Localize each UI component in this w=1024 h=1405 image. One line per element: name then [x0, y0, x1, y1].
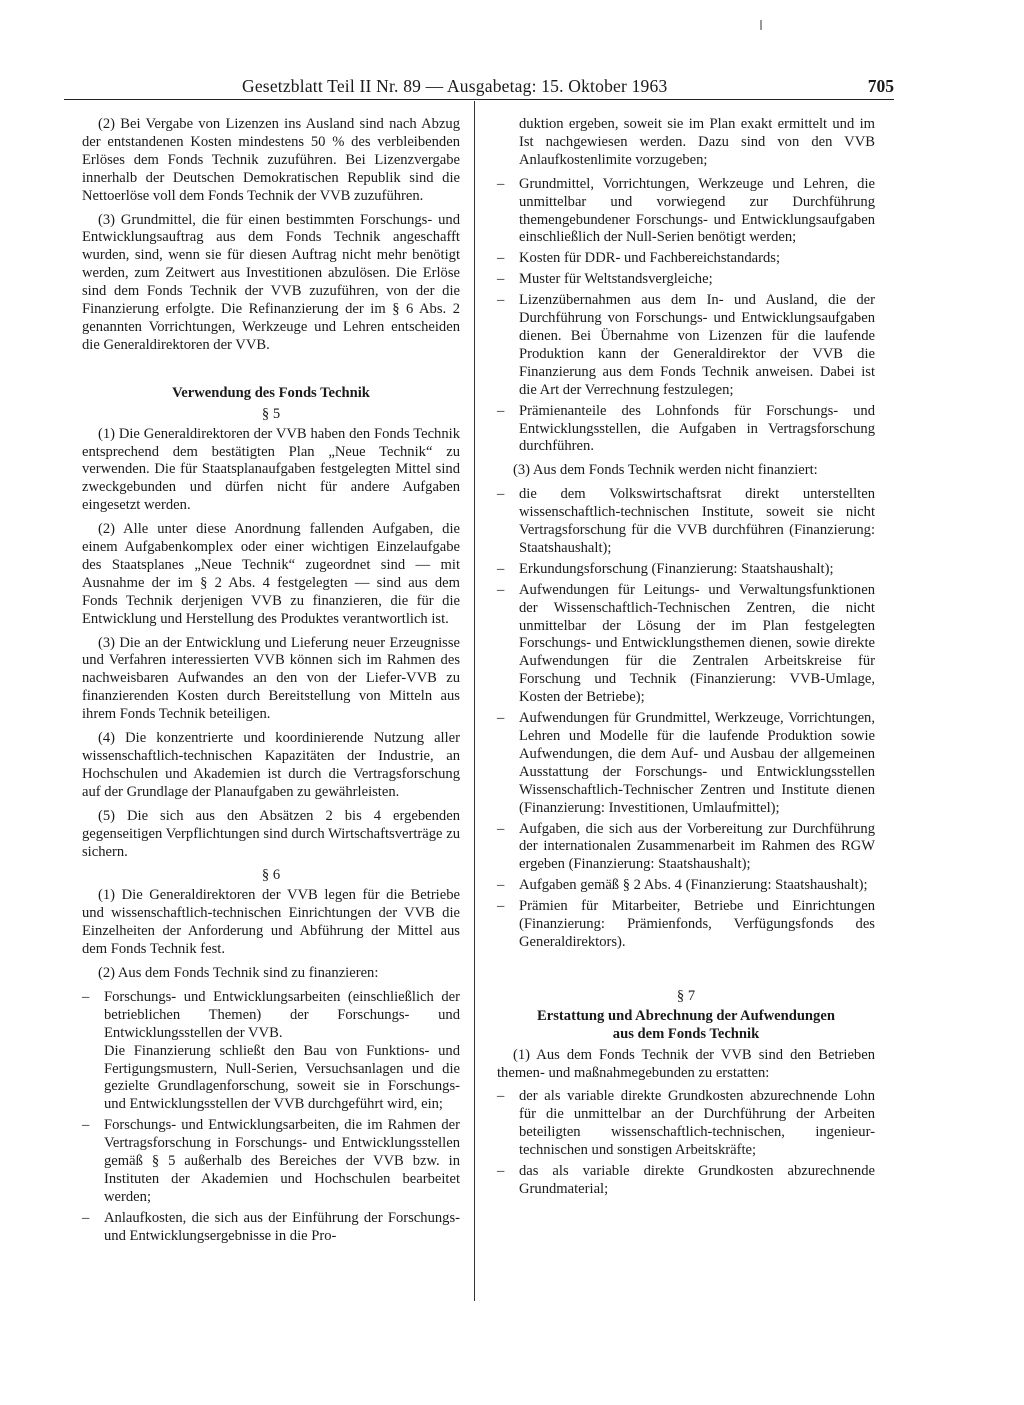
column-divider — [474, 101, 475, 1301]
list-item: – Muster für Weltstandsvergleiche; — [497, 271, 875, 289]
list-item: – Anlaufkosten, die sich aus der Einführung der Forschungs- und Entwicklungsergebnisse in die Pro- — [82, 1210, 460, 1246]
list-item: – der als variable direkte Grundkosten abzurechnende Lohn für die unmittelbar an der Durchführung der Arbeiten beteiligten wissenschaftlich-technischen, ingenieur-technischen und sonstigen Arbeitskräfte; — [497, 1088, 875, 1160]
s6-paragraph-1: (1) Die Generaldirektoren der VVB legen für die Betriebe und wissenschaftlich-technischen Einrichtungen der VVB die Einzelheiten der Anforderung und Abführung der Mittel aus dem Fonds Technik fest. — [82, 887, 460, 958]
list-item: – Grundmittel, Vorrichtungen, Werkzeuge und Lehren, die unmittelbar und vorwiegend zur Durchführung themengebundener Forschungs- und Entwicklungsaufgaben einschließlich der Null-Serien benötigt werden; — [497, 176, 875, 248]
list-item: – Kosten für DDR- und Fachbereichstandards; — [497, 250, 875, 268]
list-item: – Aufgaben gemäß § 2 Abs. 4 (Finanzierung: Staatshaushalt); — [497, 877, 875, 895]
header-rule — [64, 99, 894, 100]
list-item: – Aufwendungen für Grundmittel, Werkzeuge, Vorrichtungen, Lehren und Modelle für die laufende Produktion sowie Aufwendungen, die dem Auf- und Ausbau der allgemeinen Ausstattung der Forschungs- und Entwicklungsstellen Wissenschaftlich-Technischer Zentren und Institute dienen (Finanzierung: Investitionen, Umlaufmittel); — [497, 710, 875, 817]
s6-financing-list — [82, 989, 460, 1246]
section-number-7: § 7 — [676, 987, 696, 1004]
reimbursement-list — [497, 1088, 875, 1198]
s5-paragraph-2: (2) Alle unter diese Anordnung fallenden Aufgaben, die einem Aufgabenkomplex oder einer wichtigen Einzelaufgabe des Staatsplanes „Neue Technik“ zugeordnet sind — mit Ausnahme der im § 2 Abs. 4 festgelegten — sind aus dem Fonds Technik derjenigen VVB zu finanzieren, die für die Entwicklung und Herstellung des Produktes verantwortlich ist. — [82, 521, 460, 627]
s7-paragraph-1: (1) Aus dem Fonds Technik der VVB sind den Betrieben themen- und maßnahmegebunden zu erstatten: — [497, 1046, 875, 1081]
list-item: – Prämien für Mitarbeiter, Betriebe und Einrichtungen (Finanzierung: Prämienfonds, Verfügungsfonds des Generaldirektors). — [497, 898, 875, 952]
paragraph-lizenzen: (2) Bei Vergabe von Lizenzen ins Ausland sind nach Abzug der entstandenen Kosten mindestens 50 % des verbleibenden Erlöses dem Fonds Technik zuzuführen. Bei Lizenzvergabe innerhalb der Deutschen Demokratischen Republik sind die Nettoerlöse voll dem Fonds Technik der VVB zuzuführen. — [82, 116, 460, 204]
list-item: – Erkundungsforschung (Finanzierung: Staatshaushalt); — [497, 561, 875, 579]
s5-paragraph-5: (5) Die sich aus den Absätzen 2 bis 4 ergebenden gegenseitigen Verpflichtungen sind durch Wirtschaftsverträge zu sichern. — [82, 807, 460, 860]
paragraph-grundmittel: (3) Grundmittel, die für einen bestimmten Forschungs- und Entwicklungsauftrag aus dem Fonds Technik angeschafft wurden, sind, wenn sie für diesen Auftrag nicht mehr benötigt werden, zum Zeitwert aus Investitionen abzulösen. Die Erlöse sind dem Fonds Technik der VVB zuzuführen, von der die Finanzierung erfolgte. Die Refinanzierung der im § 6 Abs. 2 genannten Vorrichtungen, Werkzeuge und Lehren entscheiden die Generaldirektoren der VVB. — [82, 211, 460, 353]
left-column — [82, 116, 460, 1252]
section-number-5: § 5 — [261, 405, 281, 422]
not-financed-list — [497, 486, 875, 952]
list-item: – Lizenzübernahmen aus dem In- und Ausland, die der Durchführung von Forschungs- und Entwicklungsaufgaben dienen. Bei Übernahme von Lizenzen für die laufende Produktion kann der Generaldirektor der VVB die Finanzierung aus dem Fonds Technik anweisen. Dabei ist die Art der Verrechnung festzulegen; — [497, 292, 875, 399]
list-item — [82, 989, 460, 1114]
list-item-continuation: Die Finanzierung schließt den Bau von Funktions- und Fertigungsmustern, Null-Serien, Versuchsanlagen und die gezielte Grundlagenforschung, soweit sie in Forschungs- und Entwicklungsstellen der VVB durchgeführt wird, ein; — [104, 1042, 460, 1113]
paragraph-3-intro: (3) Aus dem Fonds Technik werden nicht finanziert: — [513, 462, 818, 479]
s5-paragraph-4: (4) Die konzentrierte und koordinierende Nutzung aller wissenschaftlich-technischen Kapazitäten der Industrie, an Hochschulen und Akademien ist durch die Vertragsforschung auf der Grundlage der Planaufgaben zu gewährleisten. — [82, 730, 460, 800]
list-item: – Prämienanteile des Lohnfonds für Forschungs- und Entwicklungsstellen, die Aufgaben in Vertragsforschung durchführen. — [497, 403, 875, 457]
page-header — [64, 76, 894, 98]
section-heading-erstattung-line-1: Erstattung und Abrechnung der Aufwendungen — [537, 1007, 835, 1024]
page-number: 705 — [867, 76, 894, 96]
continuation-text: duktion ergeben, soweit sie im Plan exakt ermittelt und im Ist nachgewiesen werden. Dazu sind von den VVB Anlaufkostenlimite vorzugeben; — [519, 116, 875, 168]
list-item: – die dem Volkswirtschaftsrat direkt unterstellten wissenschaftlich-technischen Institute, soweit sie nicht Vertragsforschung für die VVB durchführen (Finanzierung: Staatshaushalt); — [497, 486, 875, 558]
section-heading-verwendung: Verwendung des Fonds Technik — [172, 384, 370, 401]
section-number-6: § 6 — [261, 867, 281, 884]
list-item: – Forschungs- und Entwicklungsarbeiten, die im Rahmen der Vertragsforschung in Forschungs- und Entwicklungsstellen gemäß § 5 außerhalb des Bereiches der VVB bzw. in Instituten der Akademien und Hochschulen bearbeitet werden; — [82, 1117, 460, 1207]
scan-speck — [760, 20, 762, 30]
section-heading-erstattung-line-2: aus dem Fonds Technik — [612, 1025, 760, 1042]
s5-paragraph-3: (3) Die an der Entwicklung und Lieferung neuer Erzeugnisse und Verfahren interessierten VVB können sich im Rahmen des nachweisbaren Aufwandes an den von der Liefer-VVB zu finanzierenden Kosten durch Bereitstellung von Mitteln aus ihrem Fonds Technik beteiligen. — [82, 634, 460, 723]
list-item: – das als variable direkte Grundkosten abzurechnende Grundmaterial; — [497, 1163, 875, 1199]
list-item-text: Forschungs- und Entwicklungsarbeiten (einschließlich der betrieblichen Themen) der Forschungs- und Entwicklungsstellen der VVB. — [104, 988, 460, 1041]
running-head: Gesetzblatt Teil II Nr. 89 — Ausgabetag: 15. Oktober 1963 — [242, 76, 668, 96]
s6-paragraph-2-intro: (2) Aus dem Fonds Technik sind zu finanzieren: — [98, 964, 379, 981]
financing-list-continued — [497, 176, 875, 457]
list-item: – Aufgaben, die sich aus der Vorbereitung zur Durchführung der internationalen Zusammenarbeit im Rahmen des RGW ergeben (Finanzierung: Staatshaushalt); — [497, 821, 875, 875]
list-item: – Aufwendungen für Leitungs- und Verwaltungsfunktionen der Wissenschaftlich-Technischen Zentren, die nicht unmittelbar der Lösung der im Plan festgelegten Forschungs- und Entwicklungsthemen dienen, sowie direkte Aufwendungen für die Zentralen Arbeitskreise für Forschung und Technik (Finanzierung: VVB-Umlage, Kosten der Betriebe); — [497, 582, 875, 707]
right-column — [497, 116, 875, 1205]
s5-paragraph-1: (1) Die Generaldirektoren der VVB haben den Fonds Technik entsprechend dem bestätigten Plan „Neue Technik“ zu verwenden. Die für Staatsplanaufgaben festgelegten Mittel sind zweckgebunden und dürfen nicht für andere Aufgaben eingesetzt werden. — [82, 425, 460, 514]
